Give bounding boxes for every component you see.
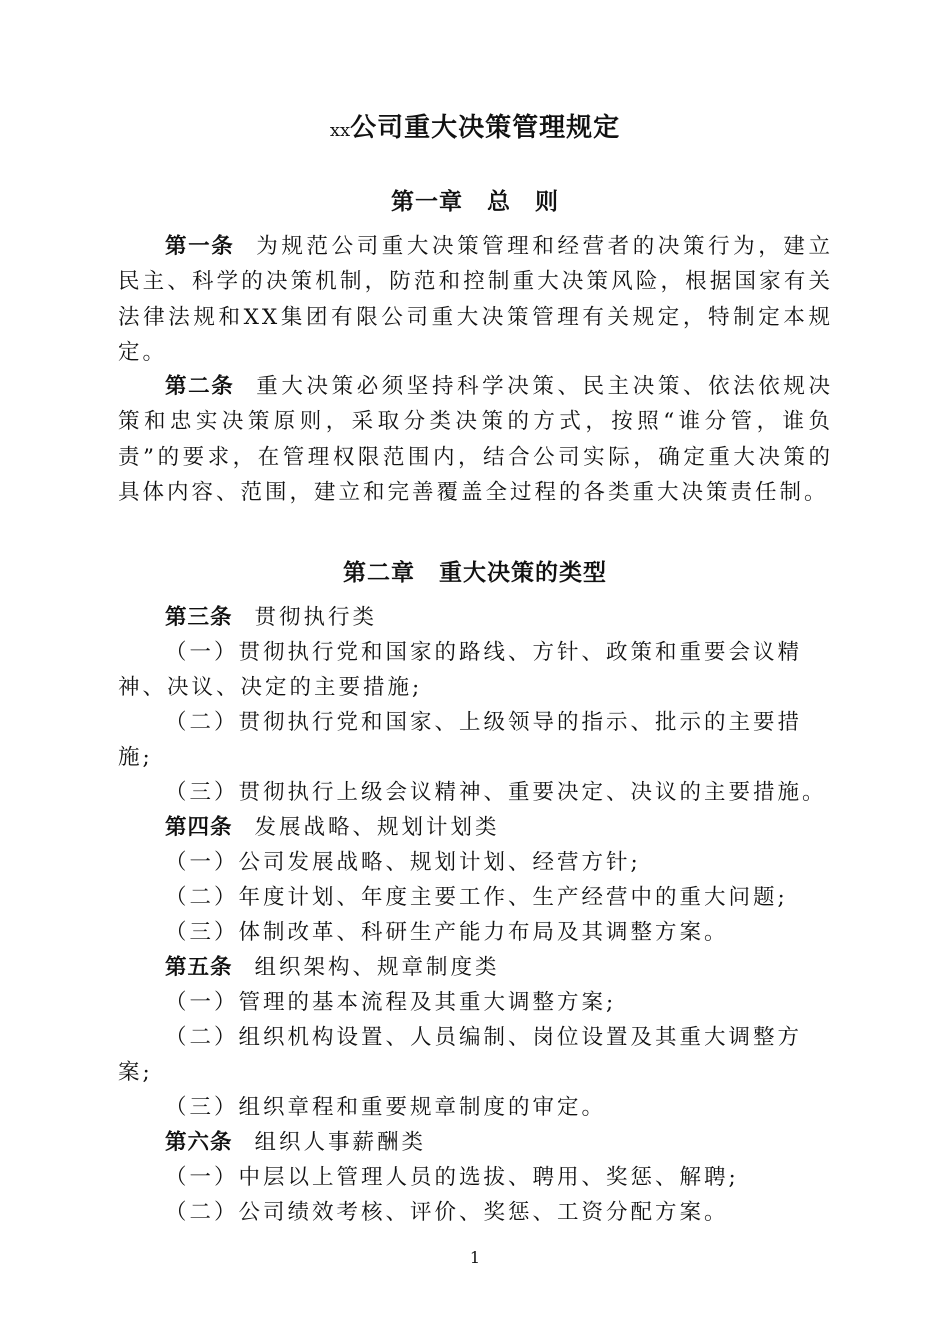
article-6-heading: 第六条 组织人事薪酬类 — [165, 1130, 427, 1155]
chapter-2-heading: 第二章 重大决策的类型 — [343, 560, 607, 586]
title-prefix: xx — [329, 120, 351, 141]
article-3-heading: 第三条 贯彻执行类 — [165, 605, 378, 630]
article-2-text: 重大决策必须坚持科学决策、民主决策、依法依规决策和忠实决策原则，采取分类决策的方式，按照“谁分管，谁负责”的要求，在管理权限范围内，结合公司实际，确定重大决策的具体内容、范围，建立和完善覆盖全过程的各类重大决策责任制。 — [118, 374, 833, 505]
document-title — [0, 108, 950, 151]
article-3-item-3: （三）贯彻执行上级会议精神、重要决定、决议的主要措施。 — [165, 780, 827, 805]
article-5-item-1: （一）管理的基本流程及其重大调整方案; — [165, 990, 617, 1015]
article-1-text: 为规范公司重大决策管理和经营者的决策行为，建立民主、科学的决策机制，防范和控制重大决策风险，根据国家有关法律法规和XX集团有限公司重大决策管理有关规定，特制定本规定。 — [118, 234, 833, 365]
article-3-item-1-line-2: 神、决议、决定的主要措施; — [118, 675, 423, 700]
article-4-item-1: （一）公司发展战略、规划计划、经营方针; — [165, 850, 641, 875]
article-2-label: 第二条 — [165, 374, 235, 399]
chapter-1-heading: 第一章 总 则 — [391, 189, 559, 215]
article-3-item-1-line-1: （一）贯彻执行党和国家的路线、方针、政策和重要会议精 — [165, 640, 803, 665]
article-3-item-2-line-1: （二）贯彻执行党和国家、上级领导的指示、批示的主要措 — [165, 710, 803, 735]
article-6-item-1: （一）中层以上管理人员的选拔、聘用、奖惩、解聘; — [165, 1165, 739, 1190]
article-5-item-2-line-2: 案; — [118, 1060, 153, 1085]
title-main: 公司重大决策管理规定 — [350, 113, 621, 143]
article-6-item-2: （二）公司绩效考核、评价、奖惩、工资分配方案。 — [165, 1200, 729, 1225]
article-2 — [118, 369, 833, 510]
article-5-item-2-line-1: （二）组织机构设置、人员编制、岗位设置及其重大调整方 — [165, 1025, 803, 1050]
article-5-heading: 第五条 组织架构、规章制度类 — [165, 955, 500, 980]
article-3-item-2-line-2: 施; — [118, 745, 153, 770]
page-number: 1 — [469, 1248, 481, 1267]
article-4-item-2: （二）年度计划、年度主要工作、生产经营中的重大问题; — [165, 885, 788, 910]
article-4-item-3: （三）体制改革、科研生产能力布局及其调整方案。 — [165, 920, 729, 945]
article-1 — [118, 229, 833, 370]
article-1-label: 第一条 — [165, 234, 235, 259]
article-4-heading: 第四条 发展战略、规划计划类 — [165, 815, 500, 840]
article-5-item-3: （三）组织章程和重要规章制度的审定。 — [165, 1095, 607, 1120]
